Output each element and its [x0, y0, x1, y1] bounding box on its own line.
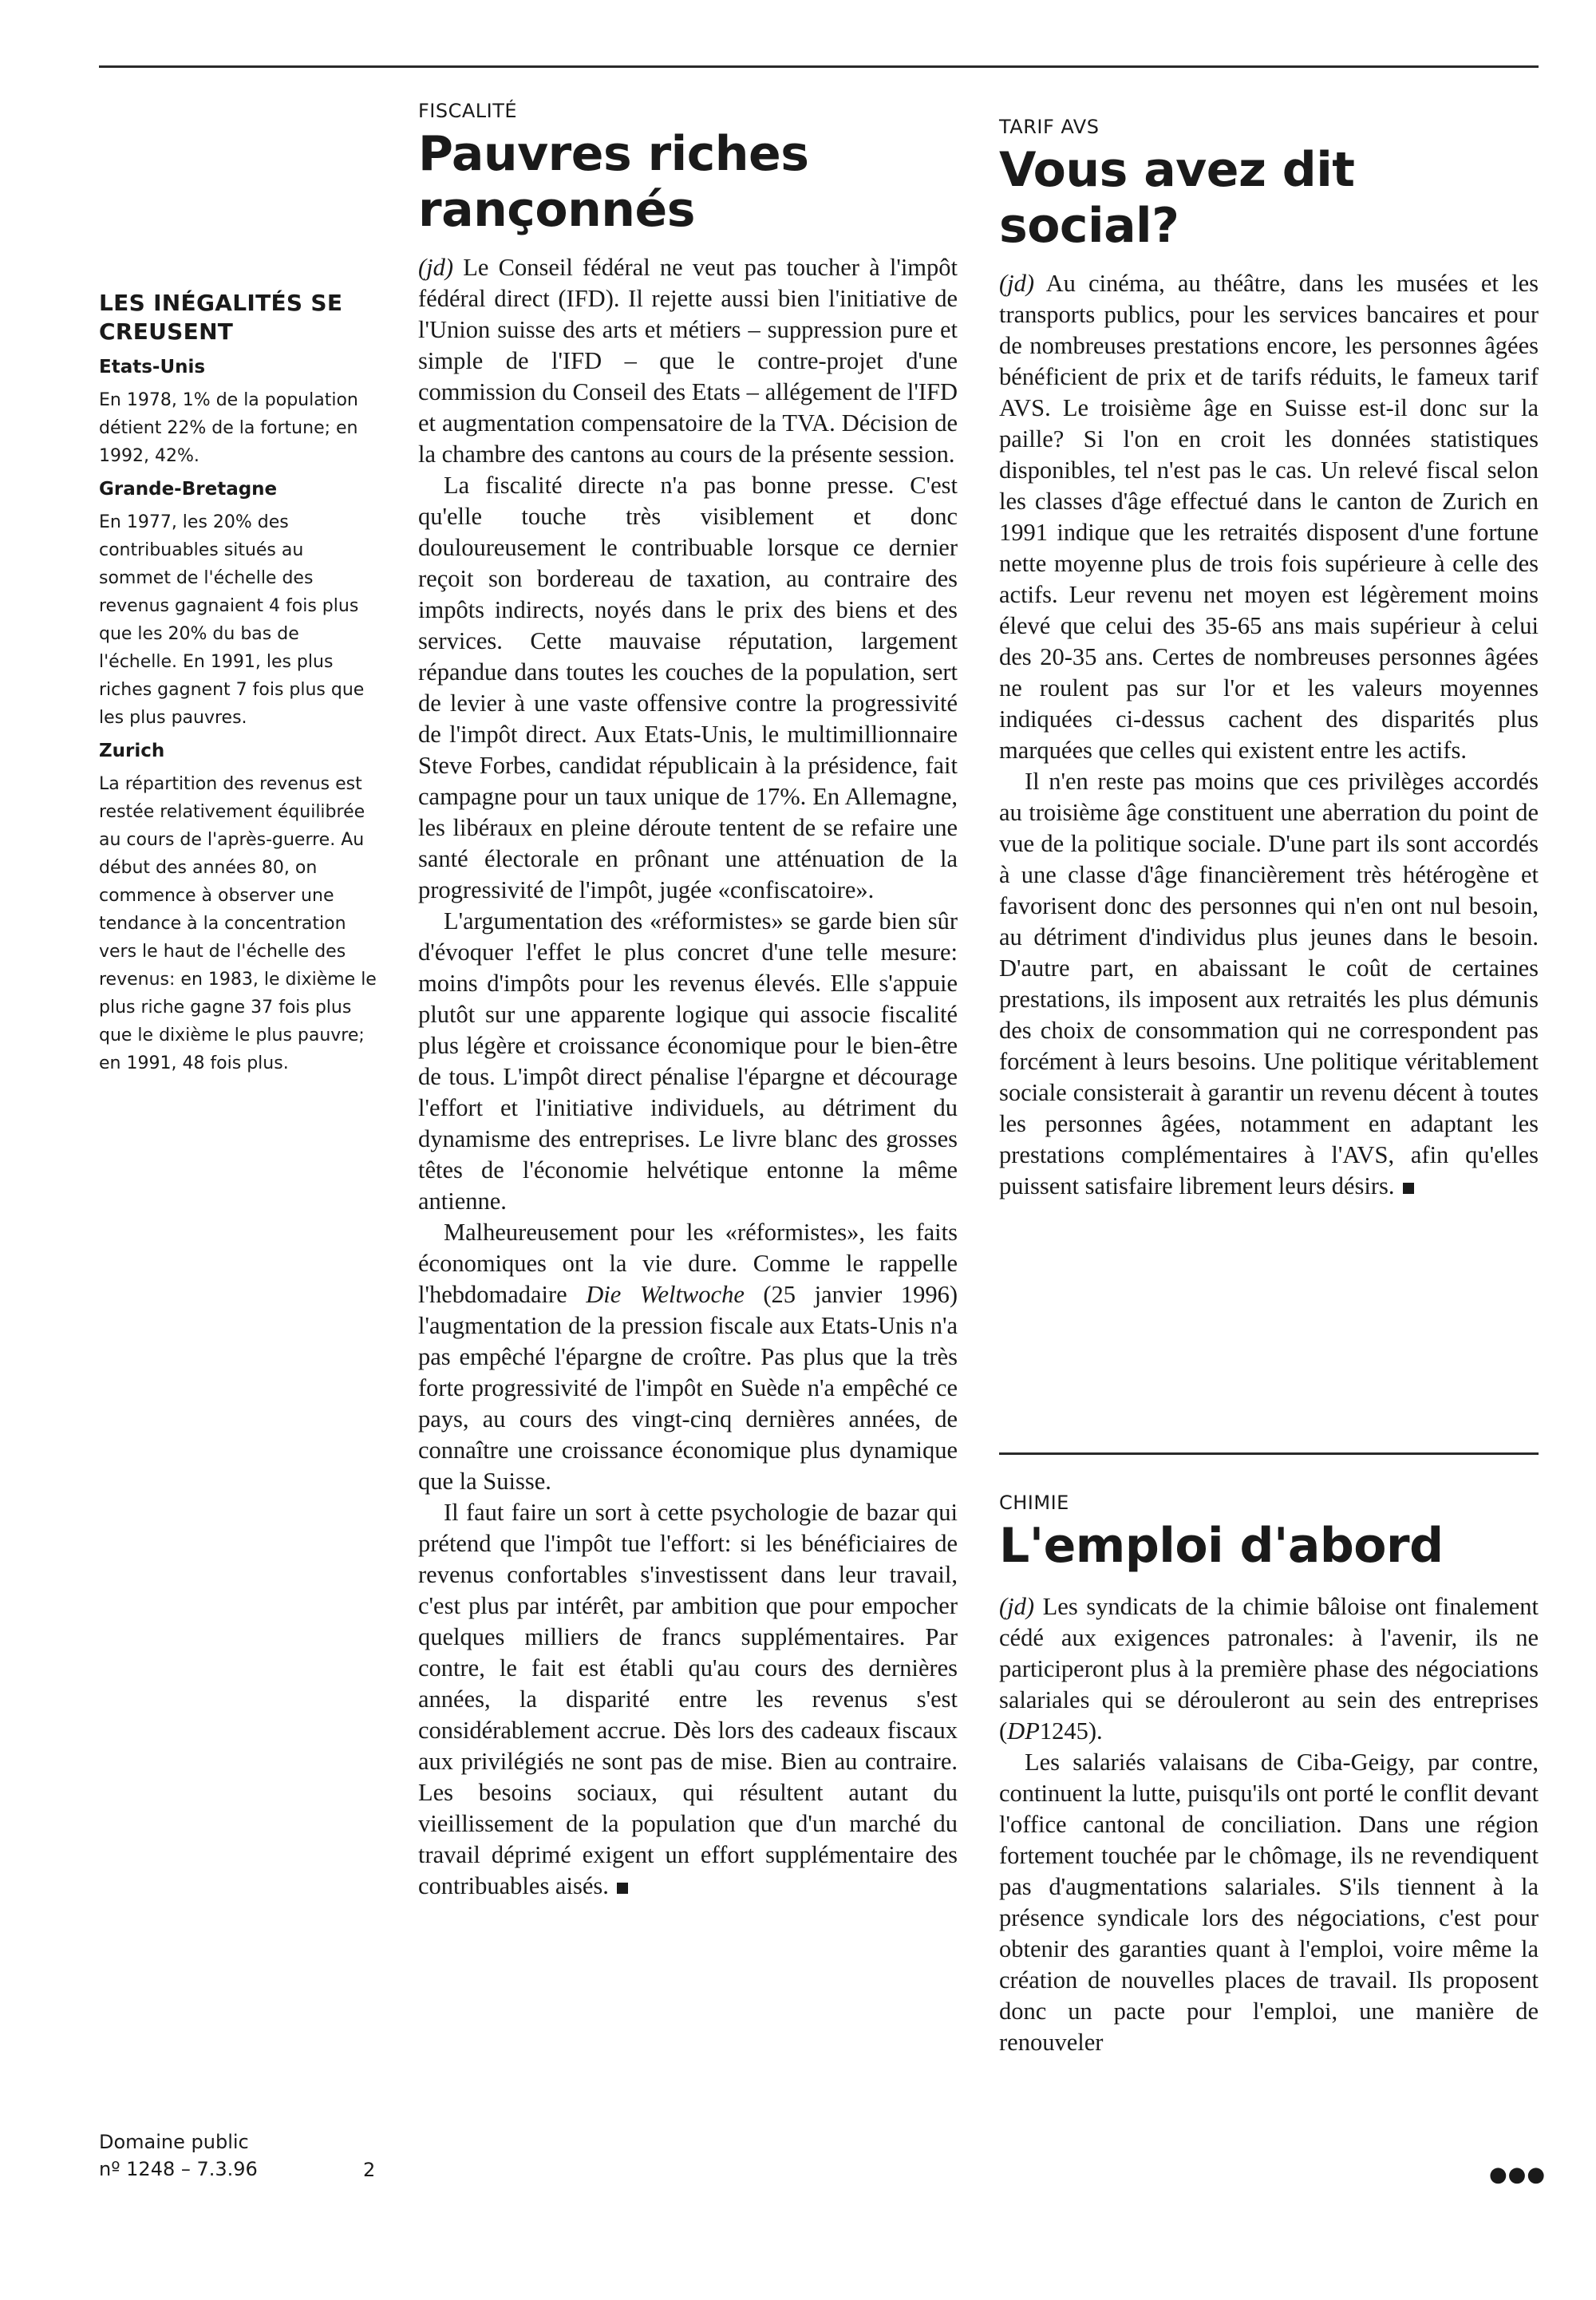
sidebar-title: LES INÉGALITÉS SE CREUSENT — [99, 290, 343, 345]
paragraph-text: Le Conseil fédéral ne veut pas toucher à l'impôt fédéral direct (IFD). Il rejette aussi bien l'initiative de l'Union suisse des arts et métiers – suppression pure et simple de l'IFD – que le contre-projet d'une commission du Conseil des Etats – allégement de l'IFD et augmentation compensatoire de la TVA. Décision de la chambre des cantons au cours de la présente session. — [418, 254, 958, 468]
issue-info: nº 1248 – 7.3.96 — [99, 2158, 258, 2180]
kicker-chimie: CHIMIE — [999, 1492, 1069, 1514]
sidebar-inegalites — [99, 289, 378, 1081]
headline-fiscalite — [418, 126, 958, 238]
paragraph-text: Malheureusement pour les «réformistes», les faits économiques ont la vie dure. Comme le rappelle l'hebdomadaire — [418, 1219, 958, 1308]
sidebar-country-us: Etats-Unis — [99, 357, 206, 377]
headline-chimie: L'emploi d'abord — [999, 1518, 1444, 1574]
end-of-article-icon — [1403, 1183, 1414, 1194]
paragraph — [418, 252, 958, 470]
sidebar-text-us: En 1978, 1% de la population détient 22% de la fortune; en 1992, 42%. — [99, 390, 358, 466]
article-fiscalite — [418, 99, 958, 1902]
sidebar-country-uk: Grande-Bretagne — [99, 479, 278, 500]
sidebar-text-uk: En 1977, les 20% des contribuables situés au sommet de l'échelle des revenus gagnaient 4 fois plus que les 20% du bas de l'échelle. En 1991, les plus riches gagnent 7 fois plus que les plus pauvres. — [99, 512, 365, 728]
article-chimie — [999, 1491, 1539, 2058]
paragraph-text: (25 janvier 1996) l'augmentation de la pression fiscale aux Etats-Unis n'a pas empêché l'épargne de croître. Pas plus que la très forte progressivité de l'impôt en Suède n'a empêché ce pays, au cours des vingt-cinq dernières années, de connaître une croissance économique plus dynamique que la Suisse. — [418, 1281, 958, 1495]
top-rule — [99, 65, 1539, 68]
paragraph: La fiscalité directe n'a pas bonne presse. C'est qu'elle touche très visiblement et donc douloureusement le contribuable lorsque ce dernier reçoit son bordereau de taxation, au contraire des impôts indirects, noyés dans le prix des biens et des services. Cette mauvaise réputation, largement répandue dans toutes les couches de la population, sert de levier à une vaste offensive contre la progressivité de l'impôt direct. Aux Etats-Unis, le multimillionnaire Steve Forbes, candidat républicain à la présidence, fait campagne pour un taux unique de 17%. En Allemagne, les libéraux en pleine déroute tentent de se refaire une santé électorale en prônant une atténuation de la progressivité de l'impôt, jugée «confiscatoire». — [418, 472, 958, 903]
headline-tarif-avs: Vous avez dit social? — [999, 142, 1355, 254]
body-tarif-avs — [999, 268, 1539, 1202]
body-chimie — [999, 1591, 1539, 2058]
page-number: 2 — [363, 2159, 376, 2181]
paragraph — [999, 268, 1539, 766]
paragraph-text: Il n'en reste pas moins que ces privilèges accordés au troisième âge constituent une aberration du point de vue de la politique sociale. D'une part ils sont accordés à une classe d'âge financièrement très hétérogène et favorisent donc des personnes qui n'en ont nul besoin, au détriment d'individus plus jeunes dans le besoin. D'autre part, en abaissant le coût de certaines prestations, ils imposent aux retraités les plus démunis des choix de consommation qui ne correspondent pas forcément à leurs besoins. Une politique véritablement sociale consisterait à garantir un revenu décent à toutes les personnes âgées, notamment en adaptant les prestations complémentaires à l'AVS, afin qu'elles puissent satisfaire librement leurs désirs. — [999, 768, 1539, 1199]
headline-fiscalite-line1: Pauvres riches — [418, 126, 809, 182]
author-initials: (jd) — [418, 254, 454, 281]
paragraph: L'argumentation des «réformistes» se garde bien sûr d'évoquer l'effet le plus concret d'une telle mesure: moins d'impôts pour les revenus élevés. Elle s'appuie plutôt sur une apparente logique qui associe fiscalité plus légère et croissance économique pour le bien-être de tous. L'impôt direct pénalise l'épargne et décourage l'effort et l'initiative individuels, au détriment du dynamisme des entreprises. Le livre blanc des grosses têtes de l'économie helvétique entonne la même antienne. — [418, 907, 958, 1215]
headline-fiscalite-line2: rançonnés — [418, 182, 695, 238]
kicker-tarif-avs: TARIF AVS — [999, 116, 1100, 138]
paragraph — [999, 766, 1539, 1202]
paragraph — [418, 1497, 958, 1902]
sidebar-country-zurich: Zurich — [99, 741, 165, 761]
paragraph-text: 1245). — [1039, 1717, 1103, 1745]
paragraph: Les salariés valaisans de Ciba-Geigy, par contre, continuent la lutte, puisqu'ils ont porté le conflit devant l'office cantonal de conciliation. Dans une région fortement touchée par le chômage, ils ne revendiquent pas d'augmentations salariales. S'ils tiennent à la présence syndicale lors des négociations, c'est pour obtenir des garanties quant à l'emploi, voire même la création de nouvelles places de travail. Ils proposent donc un pacte pour l'emploi, une manière de renouveler — [999, 1749, 1539, 2056]
paragraph-text: Au cinéma, au théâtre, dans les musées et les transports publics, pour les services bancaires et pour de nombreuses prestations encore, les personnes âgées bénéficient de prix et de tarifs réduits, le fameux tarif AVS. Le troisième âge en Suisse est-il donc sur la paille? Si l'on en croit les données statistiques disponibles, tel n'est pas le cas. Un relevé fiscal selon les classes d'âge effectué dans le canton de Zurich en 1991 indique que les retraités disposent d'une fortune nette moyenne plus de trois fois supérieure à celle des actifs. Leur revenu net moyen est légèrement moins élevé que celui des 35-65 ans mais supérieur à celui des 20-35 ans. Certes de nombreuses personnes âgées ne roulent pas sur l'or et les valeurs moyennes indiquées ci-dessus cachent des disparités plus marquées que celles qui existent entre les actifs. — [999, 270, 1539, 764]
kicker-fiscalite: FISCALITÉ — [418, 100, 518, 122]
body-fiscalite — [418, 252, 958, 1902]
paragraph — [999, 1591, 1539, 1747]
sidebar-text-zurich: La répartition des revenus est restée relativement équilibrée au cours de l'après-guerre. Au début des années 80, on commence à observer une tendance à la concentration vers le haut de l'échelle des revenus: en 1983, le dixième le plus riche gagne 37 fois plus que le dixième le plus pauvre; en 1991, 48 fois plus. — [99, 774, 377, 1073]
paragraph-text: Les syndicats de la chimie bâloise ont finalement cédé aux exigences patronales: à l'avenir, ils ne participeront plus à la première phase des négociations salariales qui se dérouleront au sein des entreprises ( — [999, 1593, 1539, 1745]
publication-title: Die Weltwoche — [586, 1281, 745, 1308]
paragraph — [418, 1217, 958, 1497]
publication-name: Domaine public — [99, 2131, 249, 2153]
footer — [99, 2128, 378, 2183]
continued-mark-icon: ●●● — [1489, 2163, 1547, 2187]
end-of-article-icon — [617, 1883, 628, 1894]
article-tarif-avs — [999, 115, 1539, 1202]
author-initials: (jd) — [999, 1593, 1035, 1620]
reference-dp: DP — [1007, 1717, 1040, 1745]
paragraph-text: Il faut faire un sort à cette psychologie de bazar qui prétend que l'impôt tue l'effort: si les bénéficiaires de revenus confortables s'investissent dans leur travail, c'est plus par intérêt, par ambition que pour empocher quelques milliers de francs supplémentaires. Par contre, le fait est établi qu'au cours des dernières années, la disparité entre les revenus s'est considérablement accrue. Dès lors des cadeaux fiscaux aux privilégiés ne sont pas de mise. Bien au contraire. Les besoins sociaux, qui résultent autant du vieillissement de la population que d'un marché du travail déprimé exigent un effort supplémentaire des contribuables aisés. — [418, 1499, 958, 1899]
section-divider — [999, 1452, 1539, 1455]
author-initials: (jd) — [999, 270, 1035, 297]
